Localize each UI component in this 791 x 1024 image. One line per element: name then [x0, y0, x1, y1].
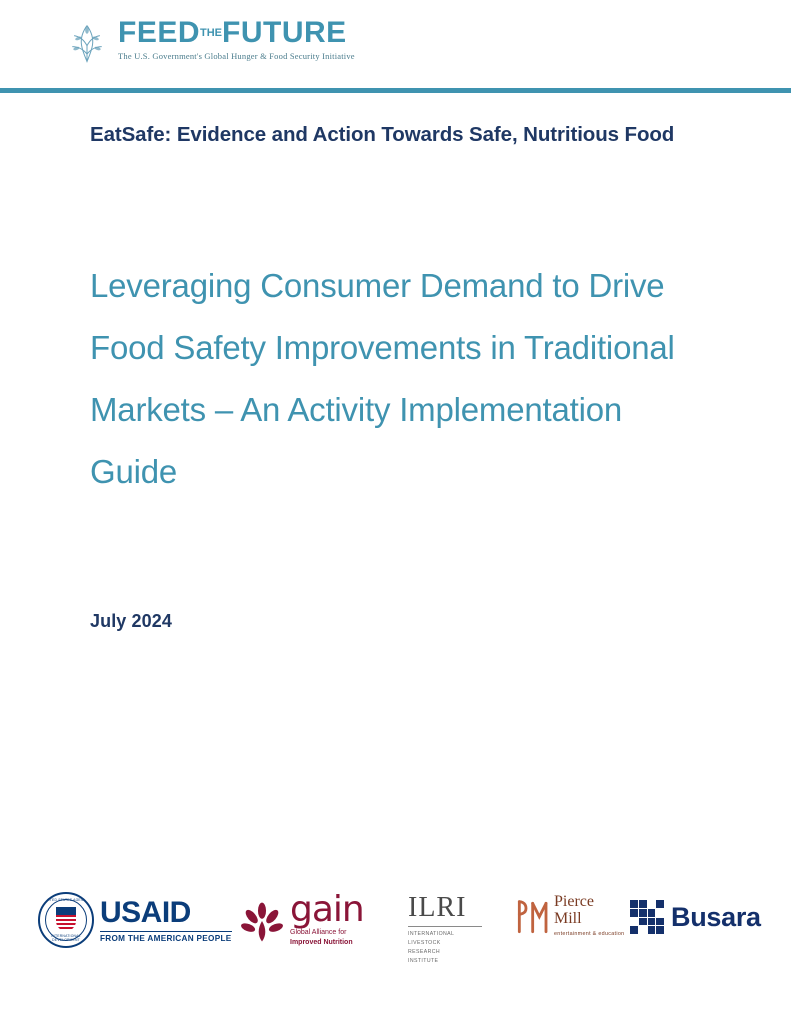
- feed-the-future-tagline: The U.S. Government's Global Hunger & Food Security Initiative: [118, 51, 355, 61]
- ilri-divider: [408, 926, 482, 927]
- feed-the-future-wordmark: [118, 18, 355, 48]
- wordmark-future: FUTURE: [222, 16, 347, 49]
- usaid-tagline: FROM THE AMERICAN PEOPLE: [100, 931, 232, 943]
- feed-the-future-logo: [64, 18, 355, 66]
- gain-subtitle-line1: Global Alliance for: [290, 929, 347, 937]
- gain-subtitle-line2: Improved Nutrition: [290, 938, 353, 946]
- usaid-seal-icon: [38, 892, 94, 948]
- usaid-seal-bottom-text: INTERNATIONAL DEVELOPMENT: [51, 934, 81, 942]
- feed-the-future-wordmark-block: [118, 18, 355, 61]
- usaid-logo: [38, 892, 232, 948]
- ilri-subtitle: [408, 930, 454, 965]
- ilri-subtitle-line1: INTERNATIONAL: [408, 931, 455, 937]
- busara-logo: [630, 900, 761, 934]
- pierce-mill-subtitle: entertainment & education: [554, 930, 625, 937]
- ilri-logo: [408, 894, 482, 965]
- publication-date: July 2024: [90, 611, 172, 631]
- feed-the-future-seal-icon: [64, 20, 110, 66]
- ilri-subtitle-line2: LIVESTOCK: [408, 939, 441, 946]
- page-header: [0, 0, 791, 88]
- usaid-wordmark-block: [100, 895, 232, 943]
- busara-squares-icon: [630, 900, 664, 934]
- pierce-mill-m-icon: [514, 895, 548, 935]
- pierce-mill-wordmark-block: [554, 894, 624, 937]
- pierce-mill-logo: [514, 894, 624, 937]
- ilri-wordmark: ILRI: [408, 892, 467, 923]
- gain-logo: [240, 889, 364, 947]
- gain-subtitle: [290, 928, 364, 947]
- usaid-seal-top-text: UNITED STATES AGENCY: [43, 898, 89, 902]
- gain-wordmark: gain: [290, 889, 364, 930]
- partner-logo-row: [0, 880, 791, 964]
- header-divider-rule: [0, 88, 791, 93]
- series-title: EatSafe: Evidence and Action Towards Safe, Nutritious Food: [90, 123, 675, 146]
- usaid-wordmark: USAID: [100, 895, 191, 929]
- page-title: Leveraging Consumer Demand to Drive Food Safety Improvements in Traditional Markets – An Activity Implementation Guide: [90, 267, 675, 491]
- busara-wordmark: Busara: [671, 901, 761, 932]
- wordmark-the: THE: [200, 27, 223, 39]
- gain-leaf-icon: [240, 899, 284, 943]
- gain-wordmark-block: [290, 889, 364, 947]
- pierce-mill-word-line1: Pierce: [554, 893, 594, 910]
- ilri-subtitle-line4: INSTITUTE: [408, 957, 439, 964]
- ilri-subtitle-line3: RESEARCH: [408, 948, 441, 955]
- wordmark-feed: FEED: [118, 16, 201, 49]
- pierce-mill-word-line2: Mill: [554, 909, 582, 927]
